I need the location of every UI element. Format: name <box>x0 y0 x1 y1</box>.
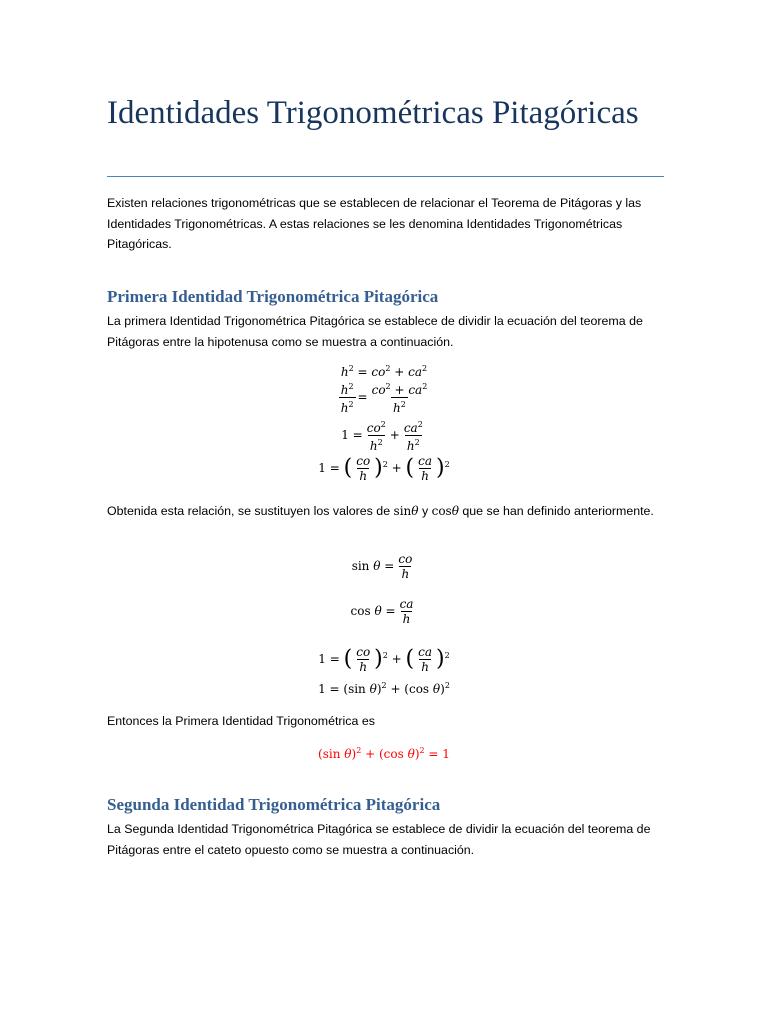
section2-heading: Segunda Identidad Trigonométrica Pitagórica <box>107 795 441 814</box>
equation-pythagoras: $h^2 = co^2 + ca^2$ <box>340 364 428 379</box>
equation-squared-ratios: 1 = ( $\frac{co}{h}$ )$^2$ + ( $\frac{ca}{h}$ )$^2$ <box>318 454 450 483</box>
section2-paragraph: La Segunda Identidad Trigonométrica Pitagórica se establece de dividir la ecuación del teorema de Pitágoras entre el cateto opuesto como se muestra a continuación. <box>107 822 651 857</box>
title-divider <box>107 176 664 177</box>
section1-heading: Primera Identidad Trigonométrica Pitagórica <box>107 287 439 306</box>
first-identity: (sin θ)$^2$ + (cos θ)$^2$ = 1 <box>318 746 450 761</box>
equation-squared-ratios-2: 1 = ( $\frac{co}{h}$ )$^2$ + ( $\frac{ca}{h}$ )$^2$ <box>318 645 450 674</box>
obtained-paragraph: Obtenida esta relación, se sustituyen los valores de sinθ y cosθ que se han definido anteriormente. <box>107 504 654 518</box>
section1-paragraph: La primera Identidad Trigonométrica Pitagórica se establece de dividir la ecuación del teorema de Pitágoras entre la hipotenusa como se muestra a continuación. <box>107 314 643 349</box>
equation-split: 1 = $\frac{co^2}{h^2}$ + $\frac{ca^2}{h^2}$ <box>341 420 423 453</box>
page-title: Identidades Trigonométricas Pitagóricas <box>107 95 639 131</box>
equation-cos-def: cos θ = $\frac{ca}{h}$ <box>350 597 414 626</box>
equation-substituted: 1 = (sin θ)$^2$ + (cos θ)$^2$ <box>318 681 450 696</box>
equation-sin-def: sin θ = $\frac{co}{h}$ <box>351 552 413 581</box>
equation-divided: $\frac{h^2}{h^2}$ = $\frac{co^2 + ca^2}{h^2}$ <box>340 382 428 415</box>
conclusion-paragraph: Entonces la Primera Identidad Trigonométrica es <box>107 714 375 728</box>
intro-paragraph: Existen relaciones trigonométricas que se establecen de relacionar el Teorema de Pitágoras y las Identidades Trigonométricas. A estas relaciones se les denomina Identidades Trigonométricas Pitagóricas. <box>107 196 642 251</box>
